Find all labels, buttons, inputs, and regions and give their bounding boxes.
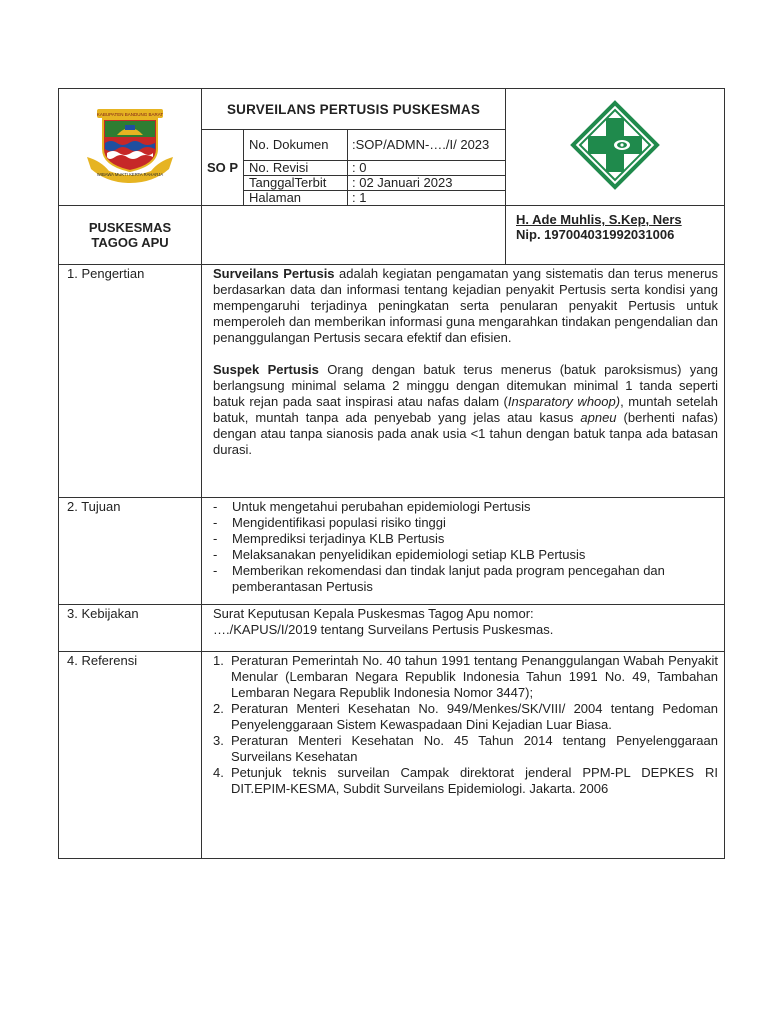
list-item xyxy=(213,653,718,701)
organization-line-2: TAGOG APU xyxy=(91,235,169,250)
section-content-kebijakan xyxy=(202,605,725,652)
organization-name xyxy=(59,206,202,265)
regency-logo-cell xyxy=(59,89,202,206)
page-label: Halaman xyxy=(244,191,348,206)
section-label-kebijakan: 3. Kebijakan xyxy=(59,605,202,652)
signer-name: H. Ade Muhlis, S.Kep, Ners xyxy=(516,212,682,227)
reference-text: Peraturan Menteri Kesehatan No. 949/Menkes/SK/VIII/ 2004 tentang Pedoman Penyelenggaraan Sistem Kewaspadaan Dini Kejadian Luar Biasa. xyxy=(231,701,718,732)
term-suspek: Suspek Pertusis xyxy=(213,362,319,377)
definition-text: adalah kegiatan pengamatan yang sistematis dan terus menerus berdasarkan data dan informasi tentang kejadian penyakit Pertusis serta kondisi yang mempengaruhi terjadinya peningkatan serta penularan penyakit Pertusis untuk memperoleh dan memberikan informasi guna mengarahkan tindakan pengendalian dan penanggulangan Pertusis secara efektif dan efisien. xyxy=(213,266,719,345)
issue-date-label: TanggalTerbit xyxy=(244,176,348,191)
reference-text: Peraturan Menteri Kesehatan No. 45 Tahun 2014 tentang Penyelenggaraan Surveilans Kesehatan xyxy=(231,733,718,764)
section-label-tujuan: 2. Tujuan xyxy=(59,498,202,605)
list-item: - Mengidentifikasi populasi risiko tinggi xyxy=(213,515,718,531)
list-item xyxy=(213,701,718,733)
organization-line-1: PUSKESMAS xyxy=(88,220,172,235)
suspect-paragraph xyxy=(213,362,718,458)
list-item: - Untuk mengetahui perubahan epidemiologi Pertusis xyxy=(213,499,718,515)
list-item: - Memprediksi terjadinya KLB Pertusis xyxy=(213,531,718,547)
reference-text: Peraturan Pemerintah No. 40 tahun 1991 tentang Penanggulangan Wabah Penyakit Menular (Lembaran Negara Republik Indonesia Tahun 1991 No. 49, Tambahan Lembaran Negara Republik Indonesia Nomor 3447); xyxy=(231,653,718,700)
emblem-banner-bottom: WIBAWA MUKTI KERTA RAHARJA xyxy=(96,171,164,177)
policy-line-1: Surat Keputusan Kepala Puskesmas Tagog Apu nomor: xyxy=(213,606,534,621)
puskesmas-logo-cell xyxy=(506,89,725,206)
bandung-barat-emblem-icon xyxy=(81,105,179,185)
list-item: - Melaksanakan penyelidikan epidemiologi setiap KLB Pertusis xyxy=(213,547,718,563)
emblem-banner-top: KABUPATEN BANDUNG BARAT xyxy=(96,111,164,117)
sop-header-table xyxy=(58,88,725,265)
document-title: SURVEILANS PERTUSIS PUSKESMAS xyxy=(202,89,506,130)
revision-label: No. Revisi xyxy=(244,161,348,176)
revision-value: : 0 xyxy=(348,161,506,176)
section-content-tujuan xyxy=(202,498,725,605)
list-item: - Memberikan rekomendasi dan tindak lanjut pada program pencegahan dan pemberantasan Pertusis xyxy=(213,563,718,595)
section-label-pengertian: 1. Pengertian xyxy=(59,265,202,498)
suspect-italic-apneu: apneu xyxy=(580,410,617,425)
term-surveilans: Surveilans Pertusis xyxy=(213,266,335,281)
signer-nip: Nip. 197004031992031006 xyxy=(516,227,675,242)
section-content-referensi xyxy=(202,652,725,859)
reference-list xyxy=(213,653,718,797)
suspect-text-b: , muntah setelah batuk, muntah tanpa ada penyebab yang jelas atau kasus xyxy=(213,394,718,425)
issue-date-value: : 02 Januari 2023 xyxy=(348,176,506,191)
reference-number: 1. xyxy=(213,653,224,668)
signer-block xyxy=(506,206,725,265)
reference-number: 2. xyxy=(213,701,224,716)
definition-paragraph xyxy=(213,266,718,346)
reference-text: Petunjuk teknis surveilan Campak direktorat jenderal PPM-PL DEPKES RI DIT.EPIM-KESMA, Subdit Surveilans Epidemiologi. Jakarta. 2006 xyxy=(231,765,718,796)
sop-label: SO P xyxy=(202,130,244,206)
reference-number: 3. xyxy=(213,733,224,748)
policy-line-2: …./KAPUS/I/2019 tentang Surveilans Pertusis Puskesmas. xyxy=(213,622,554,637)
suspect-text-a: Orang dengan batuk terus menerus (batuk paroksismus) yang berlangsung minimal selama 2 minggu dengan ditemukan minimal 1 tanda seperti batuk rejan pada saat inspirasi atau nafas dalam ( xyxy=(213,362,718,409)
doc-number-label: No. Dokumen xyxy=(244,130,348,161)
doc-number-value: :SOP/ADMN-…./I/ 2023 xyxy=(348,130,506,161)
list-item xyxy=(213,733,718,765)
reference-number: 4. xyxy=(213,765,224,780)
list-item xyxy=(213,765,718,797)
section-content-pengertian xyxy=(202,265,725,498)
sop-document xyxy=(58,88,724,859)
puskesmas-cross-icon xyxy=(570,100,660,190)
page-value: : 1 xyxy=(348,191,506,206)
sop-content-table xyxy=(58,264,725,859)
objectives-list xyxy=(213,499,718,595)
section-label-referensi: 4. Referensi xyxy=(59,652,202,859)
suspect-text-c: (berhenti nafas) dengan atau tanpa sianosis pada anak usia <1 tahun dengan batuk tanpa ada batasan durasi. xyxy=(213,410,718,457)
suspect-italic-whoop: Insparatory whoop) xyxy=(507,394,621,409)
blank-signature-area xyxy=(202,206,506,265)
